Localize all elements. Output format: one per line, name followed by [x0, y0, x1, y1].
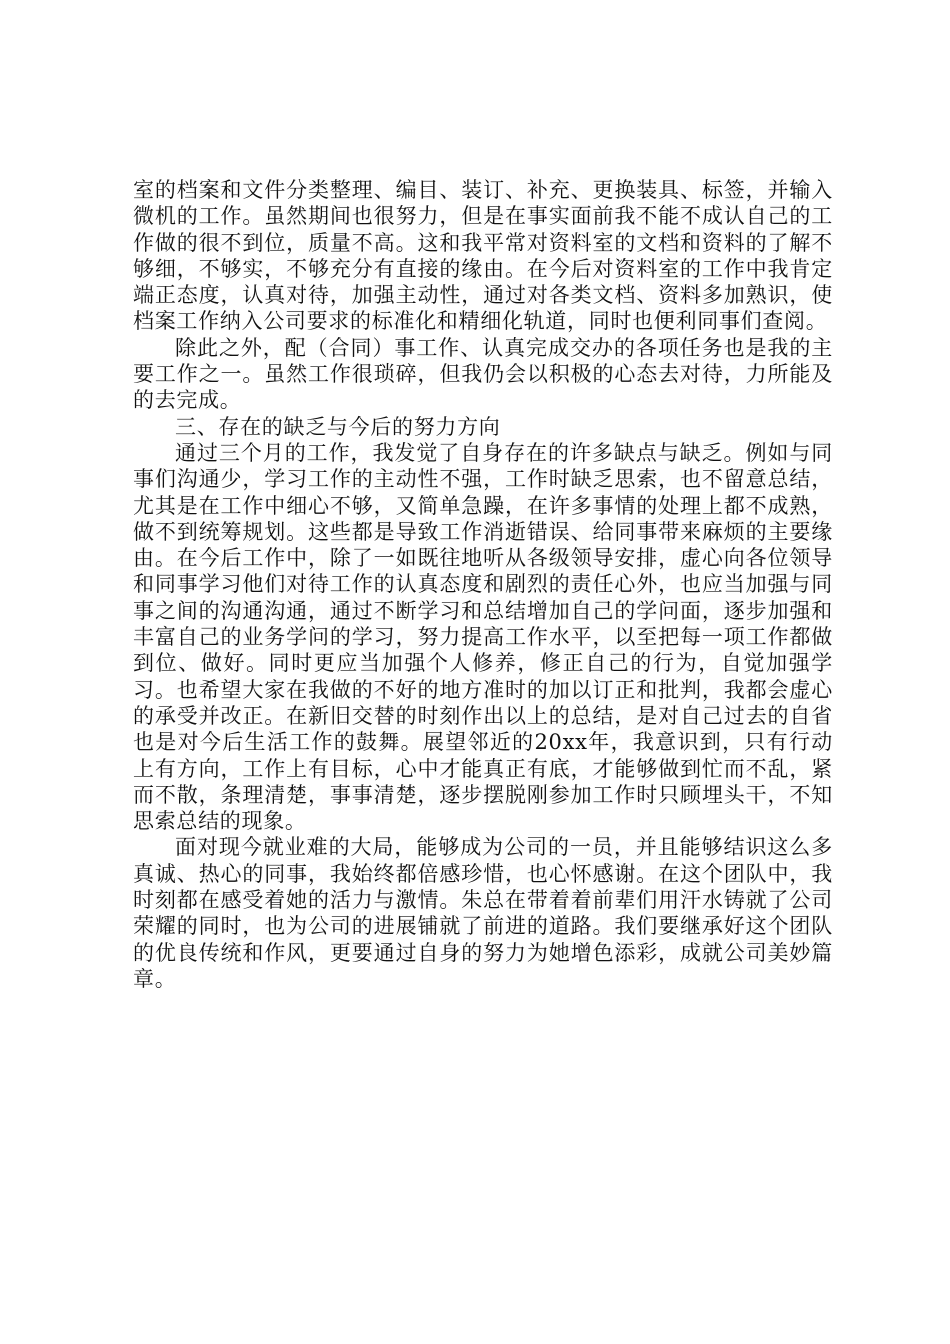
section-heading-shortcomings: 三、存在的缺乏与今后的努力方向: [175, 414, 501, 439]
paragraph-archive-work: 室的档案和文件分类整理、编目、装订、补充、更换装具、标签，并输入微机的工作。虽然期间也很努力，但是在事实面前我不能不成认自己的工作做的很不到位，质量不高。这和我平常对资料室的文档和资料的了解不够细，不够实，不够充分有直接的缘由。在今后对资料室的工作中我肯定端正态度，认真对待，加强主动性，通过对各类文档、资料多加熟识，使档案工作纳入公司要求的标准化和精细化轨道，同时也便利同事们查阅。: [133, 178, 833, 334]
paragraph-closing: 面对现今就业难的大局，能够成为公司的一员，并且能够结识这么多真诚、热心的同事，我始终都倍感珍惜，也心怀感谢。在这个团队中，我时刻都在感受着她的活力与激情。朱总在带着着前辈们用汗水铸就了公司荣耀的同时，也为公司的进展铺就了前进的道路。我们要继承好这个团队的优良传统和作风，更要通过自身的努力为她增色添彩，成就公司美妙篇章。: [133, 835, 833, 991]
document-body: [133, 177, 833, 992]
paragraph-other-tasks: 除此之外，配（合同）事工作、认真完成交办的各项任务也是我的主要工作之一。虽然工作很琐碎，但我仍会以积极的心态去对待，力所能及的去完成。: [133, 335, 833, 413]
paragraph-shortcomings: 通过三个月的工作，我发觉了自身存在的许多缺点与缺乏。例如与同事们沟通少，学习工作的主动性不强，工作时缺乏思索，也不留意总结，尤其是在工作中细心不够，又简单急躁，在许多事情的处理上都不成熟，做不到统筹规划。这些都是导致工作消逝错误、给同事带来麻烦的主要缘由。在今后工作中，除了一如既往地听从各级领导安排，虚心向各位领导和同事学习他们对待工作的认真态度和剧烈的责任心外，也应当加强与同事之间的沟通沟通，通过不断学习和总结增加自己的学问面，逐步加强和丰富自己的业务学问的学习，努力提高工作水平，以至把每一项工作都做到位、做好。同时更应当加强个人修养，修正自己的行为，自觉加强学习。也希望大家在我做的不好的地方准时的加以订正和批判，我都会虚心的承受并改正。在新旧交替的时刻作出以上的总结，是对自己过去的自省也是对今后生活工作的鼓舞。展望邻近的20xx年，我意识到，只有行动上有方向，工作上有目标，心中才能真正有底，才能够做到忙而不乱，紧而不散，条理清楚，事事清楚，逐步摆脱刚参加工作时只顾埋头干，不知思索总结的现象。: [133, 440, 833, 834]
